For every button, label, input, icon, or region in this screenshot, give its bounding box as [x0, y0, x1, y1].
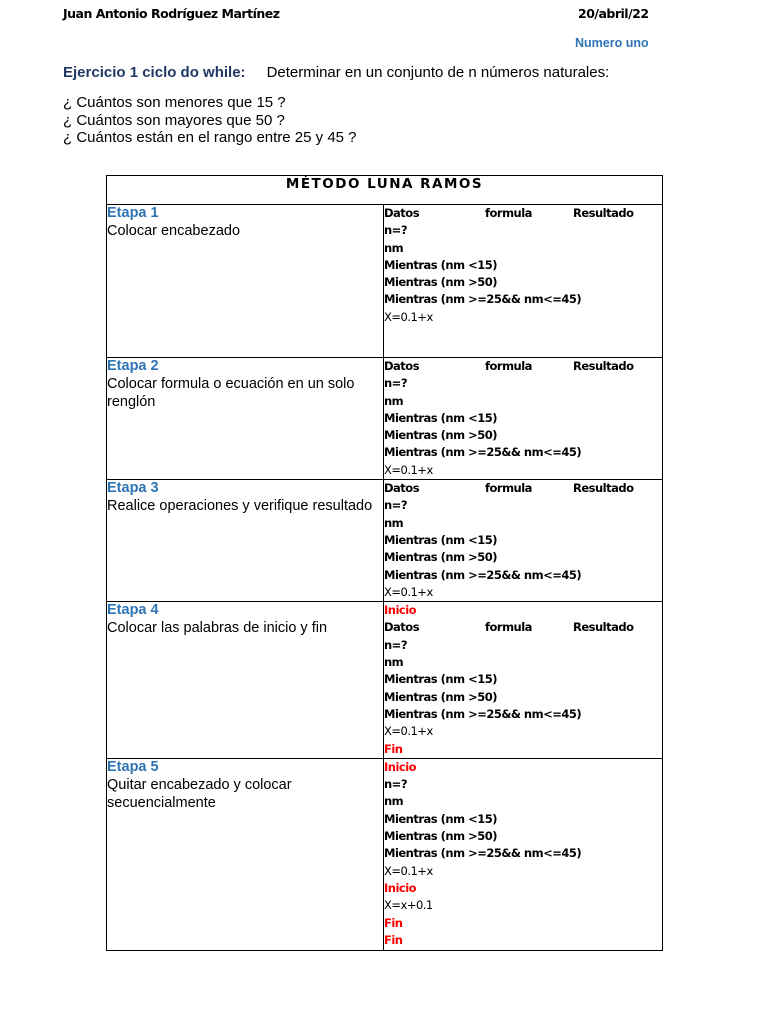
- code-cell: [384, 758, 663, 950]
- code-line: Mientras (nm >50): [384, 275, 497, 290]
- document-date: 20/abril/22: [578, 6, 649, 21]
- question-item: ¿ Cuántos están en el rango entre 25 y 45 ?: [63, 129, 357, 146]
- document-subtitle: Numero uno: [575, 36, 649, 50]
- column-header: Resultado: [573, 620, 634, 635]
- code-line: n=?: [384, 777, 407, 792]
- question-list: [63, 94, 357, 147]
- code-line: nm: [384, 393, 404, 408]
- exercise-heading: [63, 64, 609, 81]
- code-line: Mientras (nm >=25&& nm<=45): [384, 846, 582, 861]
- etapa-label: Etapa 2: [107, 358, 159, 374]
- code-cell: [384, 480, 663, 602]
- column-header: formula: [485, 620, 532, 635]
- code-line: Mientras (nm <15): [384, 257, 497, 272]
- code-line: nm: [384, 240, 404, 255]
- column-header: Resultado: [573, 359, 634, 373]
- column-header: formula: [485, 359, 532, 373]
- column-header-row: [384, 480, 662, 497]
- code-line: nm: [384, 794, 404, 809]
- code-line: n=?: [384, 498, 407, 513]
- code-line: Mientras (nm >=25&& nm<=45): [384, 706, 582, 721]
- etapa-label: Etapa 5: [107, 758, 159, 775]
- column-header: formula: [485, 206, 532, 220]
- etapa-description: Colocar formula o ecuación en un solo renglón: [107, 376, 355, 410]
- etapa-label: Etapa 1: [107, 205, 159, 221]
- code-line: nm: [384, 515, 404, 530]
- keyword-line: Inicio: [384, 880, 417, 895]
- code-line: Mientras (nm >50): [384, 428, 497, 443]
- code-line: n=?: [384, 376, 407, 391]
- keyword-line: Inicio: [384, 759, 417, 774]
- code-line: X=x+0.1: [384, 898, 433, 913]
- table-row: [107, 358, 663, 480]
- column-header: Resultado: [573, 481, 634, 496]
- code-line: Mientras (nm >50): [384, 829, 497, 844]
- table-row: [107, 480, 663, 602]
- code-cell: [384, 358, 663, 480]
- column-header: formula: [485, 481, 532, 496]
- table-row: [107, 602, 663, 759]
- question-item: ¿ Cuántos son mayores que 50 ?: [63, 111, 285, 129]
- table-body: [107, 205, 663, 951]
- code-line: Mientras (nm >=25&& nm<=45): [384, 567, 582, 582]
- column-header: Datos: [384, 359, 420, 373]
- code-cell: [384, 602, 663, 759]
- column-header-row: [384, 358, 662, 375]
- question-item: ¿ Cuántos son menores que 15 ?: [63, 94, 286, 111]
- etapa-label: Etapa 4: [107, 602, 159, 619]
- table-title: MÉTODO LUNA RAMOS: [107, 176, 663, 205]
- table-row: [107, 758, 663, 950]
- code-line: X=0.1+x: [384, 462, 433, 477]
- code-line: Mientras (nm >=25&& nm<=45): [384, 445, 582, 460]
- column-header: Datos: [384, 481, 420, 496]
- column-header: Datos: [384, 620, 420, 635]
- keyword-line: Inicio: [384, 603, 417, 618]
- etapa-cell: [107, 358, 384, 480]
- table-row: [107, 205, 663, 358]
- code-line: nm: [384, 655, 404, 670]
- etapa-cell: [107, 480, 384, 602]
- author-name: Juan Antonio Rodríguez Martínez: [63, 6, 280, 21]
- etapa-cell: [107, 205, 384, 358]
- code-line: n=?: [384, 223, 407, 238]
- method-table: [106, 175, 663, 951]
- etapa-label: Etapa 3: [107, 480, 159, 497]
- etapa-description: Colocar encabezado: [107, 223, 241, 239]
- column-header-row: [384, 205, 662, 222]
- column-header: Datos: [384, 206, 420, 220]
- code-line: Mientras (nm <15): [384, 410, 497, 425]
- column-header: Resultado: [573, 206, 634, 220]
- exercise-label: Ejercicio 1 ciclo do while:: [63, 64, 246, 81]
- keyword-line: Fin: [384, 932, 403, 947]
- keyword-line: Fin: [384, 741, 403, 756]
- code-line: X=0.1+x: [384, 584, 433, 599]
- code-line: Mientras (nm >50): [384, 550, 497, 565]
- code-line: Mientras (nm <15): [384, 811, 497, 826]
- code-line: n=?: [384, 637, 407, 652]
- code-line: Mientras (nm <15): [384, 672, 497, 687]
- etapa-description: Colocar las palabras de inicio y fin: [107, 620, 328, 637]
- code-line: Mientras (nm >=25&& nm<=45): [384, 292, 582, 307]
- code-line: Mientras (nm >50): [384, 689, 497, 704]
- etapa-cell: [107, 758, 384, 950]
- etapa-description: Quitar encabezado y colocar secuencialmente: [107, 776, 292, 811]
- code-line: X=0.1+x: [384, 309, 433, 324]
- code-cell: [384, 205, 663, 358]
- exercise-statement: Determinar en un conjunto de n números naturales:: [266, 64, 610, 81]
- code-line: X=0.1+x: [384, 863, 433, 878]
- etapa-cell: [107, 602, 384, 759]
- keyword-line: Fin: [384, 915, 403, 930]
- column-header-row: [384, 619, 662, 636]
- code-line: X=0.1+x: [384, 724, 433, 739]
- code-line: Mientras (nm <15): [384, 532, 497, 547]
- etapa-description: Realice operaciones y verifique resultado: [107, 498, 373, 515]
